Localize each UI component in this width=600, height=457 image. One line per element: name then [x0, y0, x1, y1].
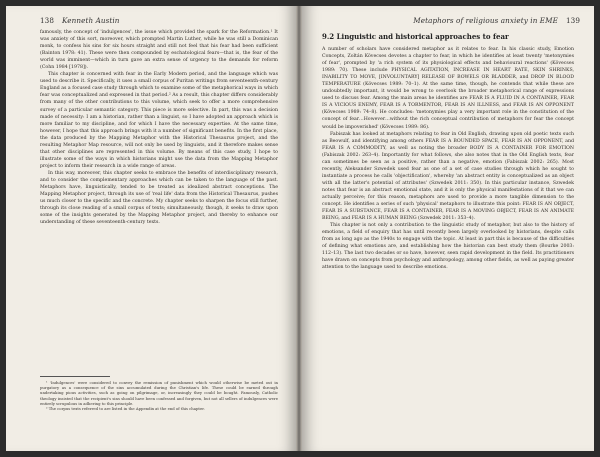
right-page [302, 6, 594, 451]
left-running-header [40, 16, 120, 25]
right-body-text [322, 46, 574, 272]
footnotes [40, 376, 278, 411]
paragraph: This chapter is concerned with fear in the Early Modern period, and the language which was used to describe it. Specifically, it uses a small corpus of Puritan writings from seventeenth-century England as a focused case study through which to examine some of the metaphorical ways in which fear was conceptualized and expressed in that period.² As a result, this chapter differs considerably from many of the other contributions to this volume, which seek to offer a more comprehensive survey of a particular semantic category. This piece is more selective. In part, this was a decision made of necessity: I am a historian, rather than a linguist, so I have adopted an approach which is more familiar to my discipline, and for which I have the necessary expertise. At the same time, however, I hope that this approach brings with it a number of significant benefits. In the first place, the data produced by the Mapping Metaphor with the Historical Thesaurus project, and the resulting Metaphor Map resource, will not only be used by linguists, and it therefore makes sense that other disciplines are represented in this volume. By means of this case study, I hope to illustrate some of the ways in which historians might use the data from the Mapping Metaphor project to inform their research in a wide range of areas. [40, 72, 278, 169]
right-running-header [413, 16, 580, 25]
footnote: ¹ 'Indulgences' were considered to convey the remission of punishment which would otherwise be meted out in purgatory as a consequence of the sins accumulated during the Christian's life. These could be earned through undertaking pious activities, such as going on pilgrimage, or, increasingly they could be bought. Famously, Catholic theology insisted that the recipient's sins should have been confessed and forgiven, but not all sellers of indulgences were entirely scrupulous in adhering to this principle. [40, 380, 278, 406]
footnote: ² The corpus texts referred to are listed in the Appendix at the end of this chapter. [46, 406, 205, 412]
left-page-number: 138 [40, 16, 55, 25]
right-header-text: Metaphors of religious anxiety in EME [413, 16, 558, 25]
footnote-rule [40, 376, 110, 377]
paragraph: In this way, moreover, this chapter seeks to embrace the benefits of interdisciplinary research, and to consider the complementary approaches which can be taken to the language of the past. Metaphors have, linguistically, tended to be treated as idealized abstract conceptions. The Mapping Metaphor project, through its use of 'real life' data from the Historical Thesaurus, pushes us much closer to the specific and the concrete. My chapter seeks to sharpen the focus still further, through its close reading of a small corpus of texts; simultaneously, though, it seeks to draw upon some of the insights generated by the Mapping Metaphor project, and thereby to enhance our understanding of these seventeenth-century texts. [40, 170, 278, 226]
paragraph: Fabiszak has looked at metaphors relating to fear in Old English, drawing upon old poetic texts such as Beowulf, and identifying among others FEAR IS A BOUNDED SPACE, FEAR IS AN OPPONENT, and FEAR IS A COMMODITY, as well as noting the broader BODY IS A CONTAINER FOR EMOTION (Fabiszak 2002: 263–4). Importantly for what follows, she also notes that in the Old English texts, fear can sometimes be seen as a positive, rather than a negative, emotion (Fabiszak 2002: 265). Most recently, Aleksander Szwedek used fear as one of a set of case studies through which he sought to instantiate a process he calls 'objectification', whereby 'an abstract entity is conceptualized as an object with all the latter's potential of attributes' (Szwedek 2011: 350). In this particular instance, Szwedek notes that fear is an abstract emotional state, and it is only the physical manifestations of it that we can actually perceive; for this reason, metaphors are used to provide a more tangible dimension to the concept. He identifies a series of such 'physical' metaphors to illustrate this point: FEAR IS AN OBJECT, FEAR IS A SUBSTANCE, FEAR IS A CONTAINER, FEAR IS A MOVING OBJECT, FEAR IS AN ANIMATE BEING, and FEAR IS A HUMAN BEING (Szwedek 2011: 353–4). [322, 131, 574, 222]
paragraph: famously, the concept of 'indulgences', the issue which provided the spark for the Reformation.¹ It was anxiety of this sort, moreover, which prompted Martin Luther, while he was still a Dominican monk, to confess his sins for six hours straight and still not feel that his fear had been sufficient (Bainton 1978: 41). These were then compounded by eschatological fears—that is, the fear of the world was imminent—which in turn gave an extra sense of urgency to the demands for reform (Cohn 1984 [1978]). [40, 30, 278, 71]
paragraph: This chapter is not only a contribution to the linguistic study of metaphor, but also to the history of emotions, a field of enquiry that has until recently been largely overlooked by historians, despite calls from as long ago as the 1940s to engage with the topic. At least in part this is because of the difficulties of defining what emotions are, and establishing how the historian can best study them (Bourke 2003: 112–13). The last two decades or so have, however, seen rapid development in the field. Its practitioners have drawn on concepts from psychology and anthropology, among other fields, as well as paying greater attention to the language used to describe emotions. [322, 223, 574, 271]
left-body-text [40, 29, 278, 226]
paragraph: A number of scholars have considered metaphor as it relates to fear. In his classic study, Emotion Concepts, Zoltán Kövecses devotes a chapter to fear, in which he identifies at least twenty 'metonymies of fear', prompted by 'a rich system of its physiological effects and behavioural reactions' (Kövecses 1989: 70). These include PHYSICAL AGITATION, INCREASE IN HEART RATE, SKIN SHRINKS, INABILITY TO MOVE, [INVOLUNTARY] RELEASE OF BOWELS OR BLADDER, and DROP IN BLOOD TEMPERATURE (Kövecses 1989: 70–1). At the same time, though, he contends that while these are undoubtedly important, it would be wrong to overlook the broader metaphorical range of expressions used to discuss fear. Among the main areas he identifies are FEAR IS A FLUID IN A CONTAINER, FEAR IS A VICIOUS ENEMY, FEAR IS A TORMENTOR, FEAR IS AN ILLNESS, and FEAR IS AN OPPONENT (Kövecses 1989: 74–8). He concludes: 'metonymies play a very important role in the constitution of the concept of fear…However…without the rich conceptual contribution of metaphors for fear the concept would be impoverished' (Kövecses 1989: 86). [322, 47, 574, 130]
left-header-text: Kenneth Austin [62, 16, 120, 25]
section-heading: 9.2 Linguistic and historical approaches to fear [322, 32, 509, 41]
left-page [6, 6, 296, 451]
right-page-number: 139 [565, 16, 580, 25]
